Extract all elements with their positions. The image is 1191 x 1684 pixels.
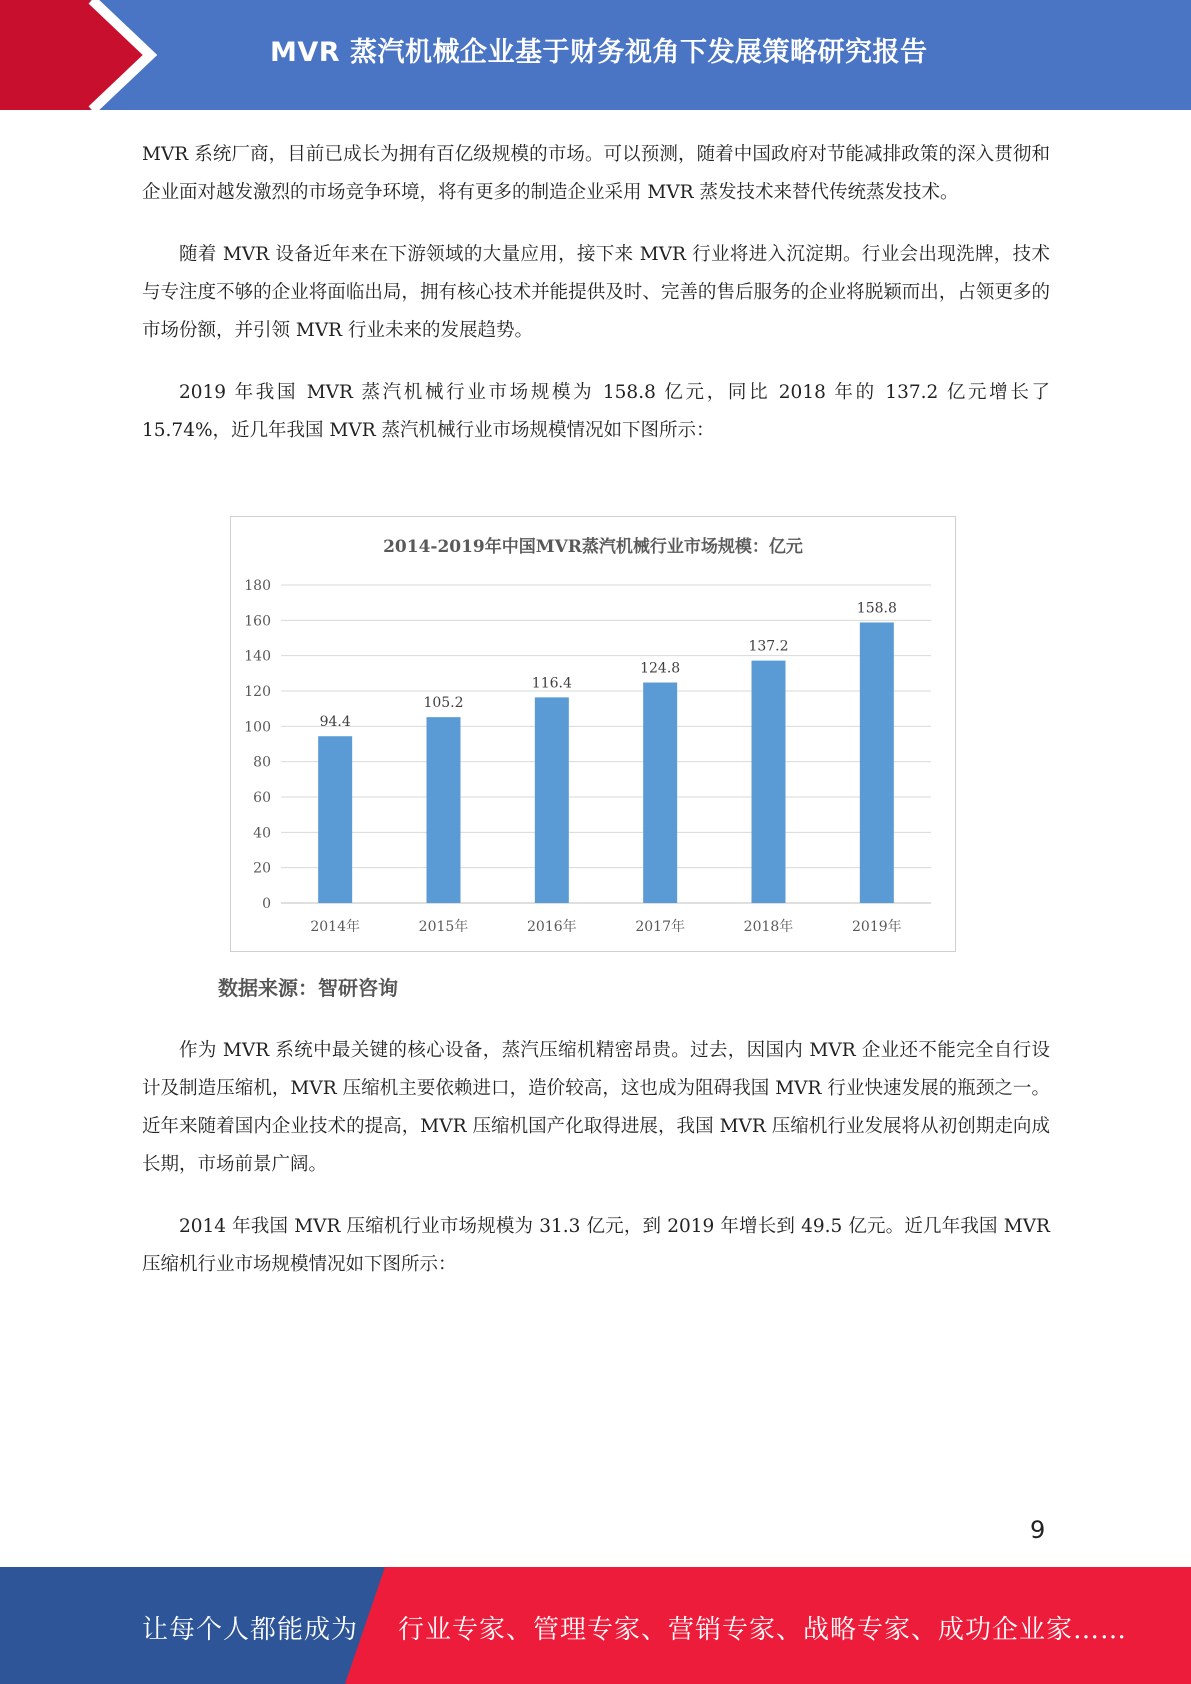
bar <box>535 697 569 903</box>
footer-slogan-left: 让每个人都能成为 <box>142 1615 359 1645</box>
y-tick-label: 80 <box>253 754 271 771</box>
paragraph-2: 随着 MVR 设备近年来在下游领域的大量应用，接下来 MVR 行业将进入沉淀期。行业会出现洗牌，技术与专注度不够的企业将面临出局，拥有核心技术并能提供及时、完善的售后服务的企业将脱颖而出，占领更多的市场份额，并引领 MVR 行业未来的发展趋势。 <box>142 244 1050 341</box>
bar <box>643 683 677 903</box>
y-tick-label: 60 <box>253 790 271 806</box>
chart-title: 2014-2019年中国MVR蒸汽机械行业市场规模：亿元 <box>383 537 803 557</box>
bar <box>427 717 461 903</box>
page-number: 9 <box>1030 1516 1046 1544</box>
y-tick-label: 0 <box>262 896 271 912</box>
y-tick-label: 20 <box>253 860 271 877</box>
bar-value-label: 94.4 <box>319 714 351 731</box>
paragraph-3: 2019 年我国 MVR 蒸汽机械行业市场规模为 158.8 亿元，同比 2018 年的 137.2 亿元增长了 15.74%，近几年我国 MVR 蒸汽机械行业市场规模情况如下图所示： <box>142 382 1050 441</box>
x-tick-label: 2014年 <box>310 919 360 935</box>
paragraph-5: 2014 年我国 MVR 压缩机行业市场规模为 31.3 亿元，到 2019 年增长到 49.5 亿元。近几年我国 MVR 压缩机行业市场规模情况如下图所示： <box>142 1216 1050 1275</box>
footer-slogan-right: 行业专家、管理专家、营销专家、战略专家、成功企业家…… <box>398 1615 1128 1645</box>
y-tick-label: 100 <box>244 719 271 736</box>
bar-value-label: 158.8 <box>856 600 897 617</box>
page-header <box>0 0 1191 110</box>
x-tick-label: 2017年 <box>635 919 685 935</box>
bar-value-label: 116.4 <box>531 675 572 692</box>
body-section-1 <box>142 136 1050 474</box>
paragraph-4: 作为 MVR 系统中最关键的核心设备，蒸汽压缩机精密昂贵。过去，因国内 MVR 企业还不能完全自行设计及制造压缩机，MVR 压缩机主要依赖进口，造价较高，这也成为阻碍我国 MVR 行业快速发展的瓶颈之一。近年来随着国内企业技术的提高，MVR 压缩机国产化取得进展，我国 MVR 压缩机行业发展将从初创期走向成长期，市场前景广阔。 <box>142 1040 1050 1175</box>
bar <box>318 736 352 903</box>
y-tick-label: 140 <box>244 648 271 665</box>
bar-chart-svg <box>231 517 955 951</box>
x-tick-label: 2018年 <box>743 919 794 935</box>
x-tick-label: 2016年 <box>527 919 577 935</box>
x-tick-label: 2019年 <box>852 919 902 935</box>
y-tick-label: 40 <box>253 825 271 842</box>
market-size-chart <box>230 516 956 952</box>
bar-value-label: 137.2 <box>748 638 789 655</box>
bar <box>752 661 786 903</box>
paragraph-1: MVR 系统厂商，目前已成长为拥有百亿级规模的市场。可以预测，随着中国政府对节能减排政策的深入贯彻和企业面对越发激烈的市场竞争环境，将有更多的制造企业采用 MVR 蒸发技术来替代传统蒸发技术。 <box>142 144 1050 203</box>
page-footer <box>0 1567 1191 1684</box>
y-tick-label: 120 <box>244 684 271 700</box>
header-title: MVR 蒸汽机械企业基于财务视角下发展策略研究报告 <box>270 37 928 68</box>
x-tick-label: 2015年 <box>418 919 469 935</box>
bar-value-label: 124.8 <box>640 660 681 677</box>
bar <box>860 622 894 903</box>
y-tick-label: 160 <box>244 613 271 630</box>
body-section-2 <box>142 1032 1050 1308</box>
data-source: 数据来源：智研咨询 <box>218 976 398 1000</box>
y-tick-label: 180 <box>244 578 271 594</box>
bar-value-label: 105.2 <box>423 695 464 712</box>
